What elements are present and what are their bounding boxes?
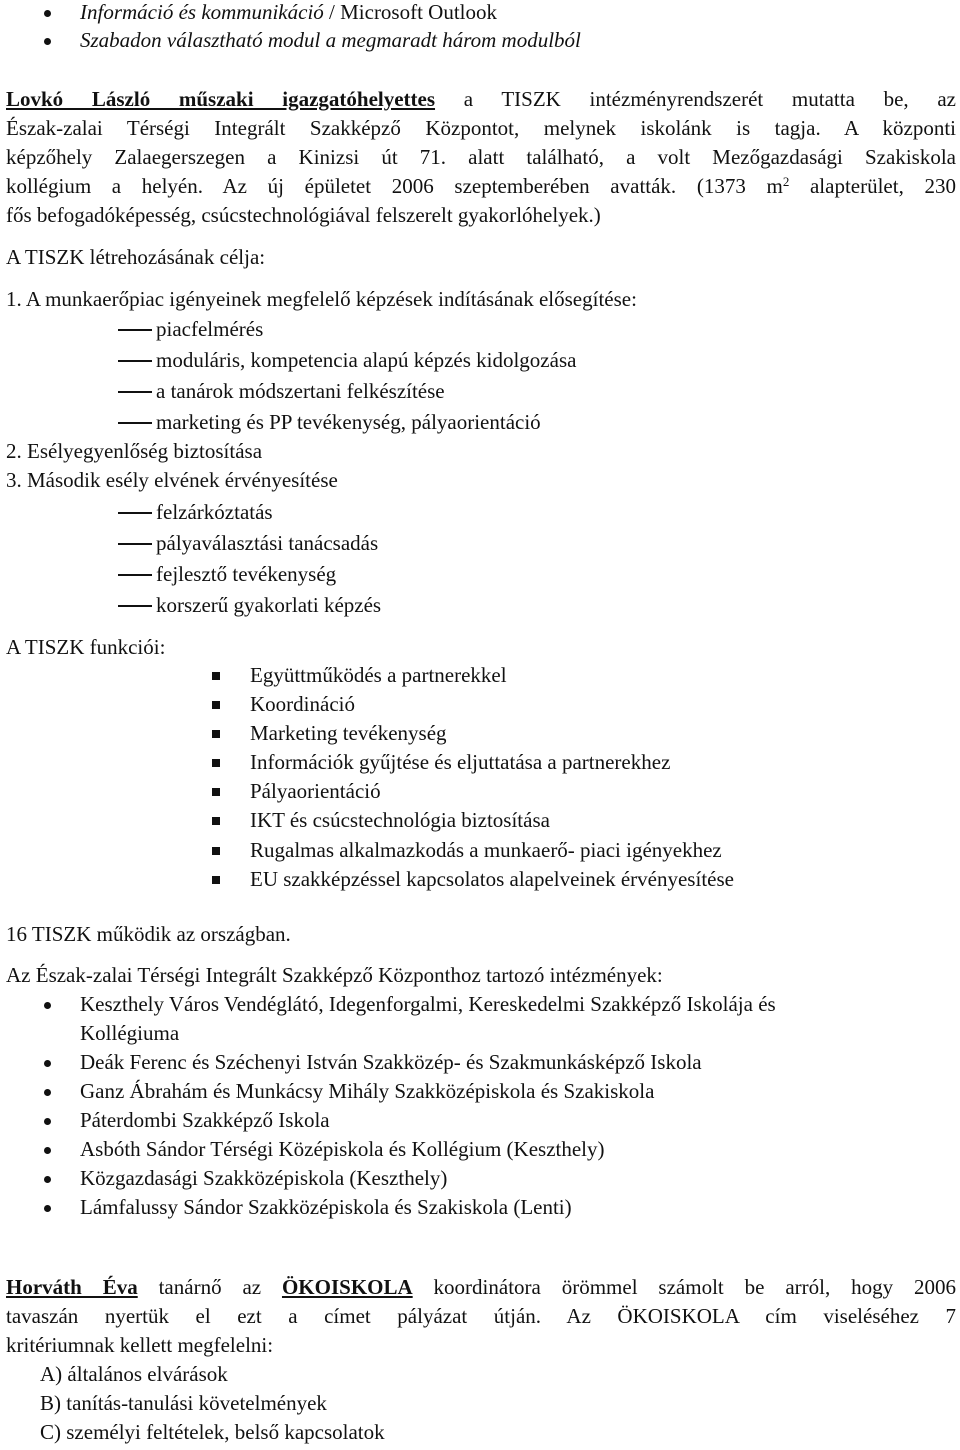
function-item: Rugalmas alkalmazkodás a munkaerő- piaci igényekhez — [6, 836, 722, 865]
function-item: Marketing tevékenység — [6, 719, 447, 748]
intro-line: képzőhely Zalaegerszegen a Kinizsi út 71. alatt található, a volt Mezőgazdasági Szakiskola — [6, 145, 956, 169]
eco-line: Horváth Éva tanárnő az ÖKOISKOLA koordinátora örömmel számolt be arról, hogy 2006 — [6, 1275, 956, 1299]
intro-line: Észak-zalai Térségi Integrált Szakképző Központot, melynek iskolánk is tagja. A központi — [6, 116, 956, 140]
criteria-item: C) személyi feltételek, belső kapcsolatok — [40, 1420, 385, 1444]
function-item: Információk gyűjtése és eljuttatása a partnerekhez — [6, 748, 670, 777]
sub-item: a tanárok módszertani felkészítése — [6, 377, 445, 406]
section-heading: A TISZK funkciói: — [6, 635, 166, 659]
program-name: ÖKOISKOLA — [281, 1275, 413, 1299]
sub-item: fejlesztő tevékenység — [6, 560, 336, 589]
superscript: 2 — [782, 174, 790, 189]
function-item: Koordináció — [6, 690, 355, 719]
tiszk-count: 16 TISZK működik az országban. — [6, 922, 291, 946]
criteria-item: A) általános elvárások — [40, 1362, 228, 1386]
function-item: IKT és csúcstechnológia biztosítása — [6, 806, 550, 835]
speaker-name: Lovkó László műszaki igazgatóhelyettes — [6, 87, 436, 111]
member-item: Lámfalussy Sándor Szakközépiskola és Szakiskola (Lenti) — [6, 1193, 572, 1222]
intro-line: Lovkó László műszaki igazgatóhelyettes a TISZK intézményrendszerét mutatta be, az — [6, 87, 956, 111]
bullet-item — [6, 0, 497, 27]
sub-item: felzárkóztatás — [6, 498, 273, 527]
numbered-item: 3. Második esély elvének érvényesítése — [6, 468, 338, 492]
function-item: Pályaorientáció — [6, 777, 381, 806]
section-heading: Az Észak-zalai Térségi Integrált Szakképző Központhoz tartozó intézmények: — [6, 963, 663, 987]
criteria-item: B) tanítás-tanulási követelmények — [40, 1391, 327, 1415]
teacher-name: Horváth Éva — [6, 1275, 138, 1299]
member-item-continued: Kollégiuma — [80, 1021, 180, 1045]
intro-line: fős befogadóképesség, csúcstechnológiával felszerelt gyakorlóhelyek.) — [6, 203, 601, 227]
member-item: Keszthely Város Vendéglátó, Idegenforgalmi, Kereskedelmi Szakképző Iskolája és — [6, 990, 776, 1019]
member-item: Ganz Ábrahám és Munkácsy Mihály Szakközépiskola és Szakiskola — [6, 1077, 654, 1106]
numbered-item: 1. A munkaerőpiac igényeinek megfelelő képzések indításának elősegítése: — [6, 287, 637, 311]
eco-line: tavaszán nyertük el ezt a címet pályázat útján. Az ÖKOISKOLA cím viseléséhez 7 — [6, 1304, 956, 1328]
member-item: Deák Ferenc és Széchenyi István Szakközép- és Szakmunkásképző Iskola — [6, 1048, 702, 1077]
numbered-item: 2. Esélyegyenlőség biztosítása — [6, 439, 263, 463]
sub-item: korszerű gyakorlati képzés — [6, 591, 381, 620]
sub-item: pályaválasztási tanácsadás — [6, 529, 378, 558]
module-detail: / Microsoft Outlook — [323, 0, 498, 24]
function-item: Együttműködés a partnerekkel — [6, 661, 507, 690]
module-name: Információ és kommunikáció — [80, 0, 324, 24]
member-item: Asbóth Sándor Térségi Középiskola és Kollégium (Keszthely) — [6, 1135, 605, 1164]
sub-item: piacfelmérés — [6, 315, 263, 344]
sub-item: moduláris, kompetencia alapú képzés kidolgozása — [6, 346, 576, 375]
intro-line: kollégium a helyén. Az új épületet 2006 szeptemberében avatták. (1373 $m^2$ alapterület, 230 — [6, 174, 956, 198]
bullet-item — [6, 26, 581, 55]
function-item: EU szakképzéssel kapcsolatos alapelveinek érvényesítése — [6, 865, 734, 894]
member-item: Közgazdasági Szakközépiskola (Keszthely) — [6, 1164, 447, 1193]
member-item: Páterdombi Szakképző Iskola — [6, 1106, 330, 1135]
eco-line: kritériumnak kellett megfelelni: — [6, 1333, 274, 1357]
module-name: Szabadon választható modul a megmaradt három modulból — [80, 28, 581, 52]
sub-item: marketing és PP tevékenység, pályaorientáció — [6, 408, 541, 437]
section-heading: A TISZK létrehozásának célja: — [6, 245, 266, 269]
